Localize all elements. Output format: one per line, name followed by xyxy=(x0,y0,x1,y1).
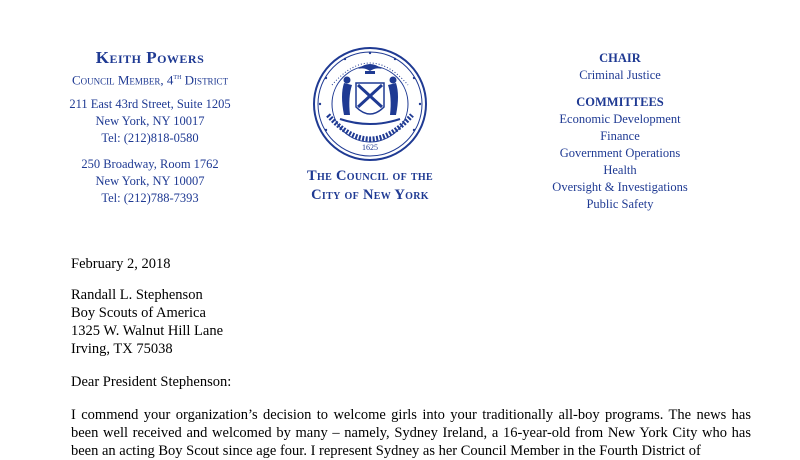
body-paragraph: I commend your organization’s decision to welcome girls into your traditionally all-boy programs. The news has been well received and welcomed by many – namely, Sydney Ireland, a 16-year-old from New York City who has been an acting Boy Scout since age four. I represent Sydney as her Council Member in the Fourth District of xyxy=(71,407,751,459)
member-title-district: District xyxy=(181,72,229,88)
committee-item: Oversight & Investigations xyxy=(552,180,688,194)
committee-item: Finance xyxy=(600,129,640,143)
letter-body xyxy=(71,255,751,460)
committee-item: Health xyxy=(603,163,637,177)
city-seal-icon xyxy=(310,45,430,163)
seal-year: 1625 xyxy=(362,143,378,152)
recipient-line: Randall L. Stephenson xyxy=(71,287,203,303)
address-line: New York, NY 10017 xyxy=(95,114,205,129)
member-title-text: Council Member, 4 xyxy=(71,72,174,88)
address-line: 211 East 43rd Street, Suite 1205 xyxy=(69,97,231,112)
council-name-line1: The Council of the xyxy=(307,168,433,184)
council-seal-block xyxy=(300,45,440,205)
district-office-address xyxy=(55,96,245,147)
recipient-address xyxy=(71,286,751,358)
committee-item: Public Safety xyxy=(586,197,654,211)
recipient-line: Irving, TX 75038 xyxy=(71,341,173,357)
council-name-line2: City of New York xyxy=(311,187,429,203)
letter-date: February 2, 2018 xyxy=(71,256,171,272)
recipient-line: Boy Scouts of America xyxy=(71,305,206,321)
council-name xyxy=(300,167,440,205)
letterhead-left xyxy=(55,48,245,207)
address-phone: Tel: (212)788-7393 xyxy=(101,191,199,206)
committees-heading: COMMITTEES xyxy=(576,95,664,109)
member-title xyxy=(55,68,245,88)
committee-item: Economic Development xyxy=(559,112,681,126)
address-line: New York, NY 10007 xyxy=(95,174,205,189)
committee-item: Government Operations xyxy=(559,146,681,160)
chair-item: Criminal Justice xyxy=(579,68,661,82)
letterhead-right xyxy=(520,50,720,213)
recipient-line: 1325 W. Walnut Hill Lane xyxy=(71,323,224,339)
address-line: 250 Broadway, Room 1762 xyxy=(81,157,219,172)
address-phone: Tel: (212)818-0580 xyxy=(101,131,199,146)
member-name: Keith Powers xyxy=(95,48,205,67)
member-title-sup: th xyxy=(173,72,182,81)
chair-heading: CHAIR xyxy=(599,51,641,65)
salutation: Dear President Stephenson: xyxy=(71,374,232,390)
city-office-address xyxy=(55,156,245,207)
